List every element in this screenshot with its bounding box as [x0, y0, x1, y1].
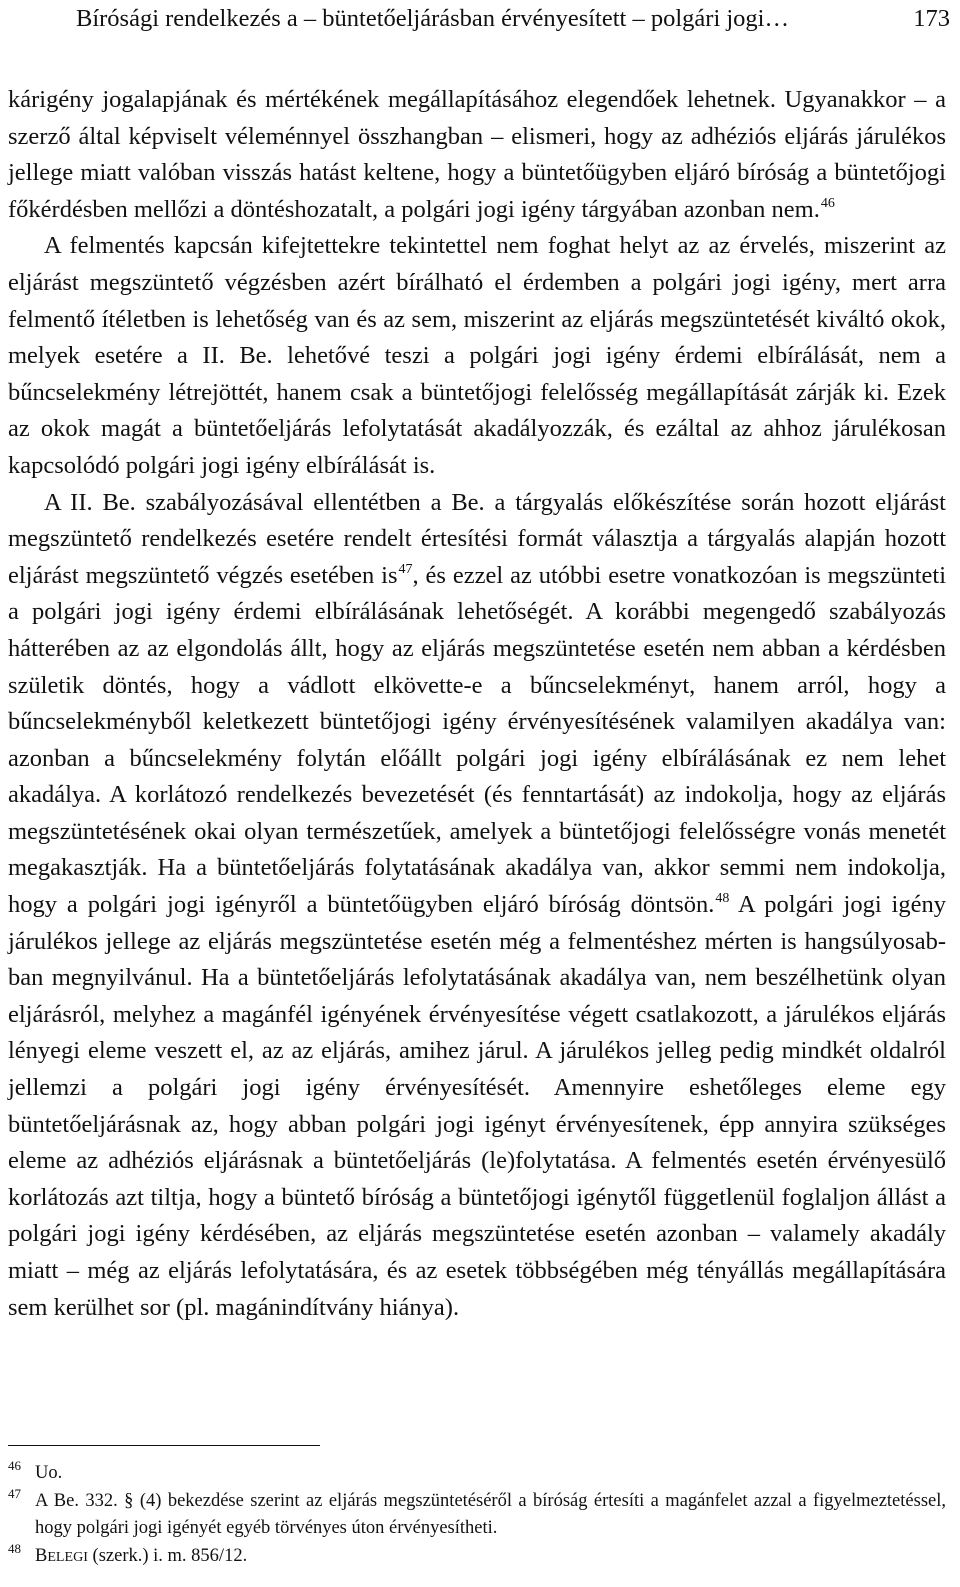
footnote-47 [8, 1485, 946, 1543]
paragraph-text: A polgári jogi igény járulékos jellege az eljárás megszüntetése esetén még a felmentéshez mérten is hangsúlyosabban megnyilvánul. Ha a büntetőeljárás lefolytatásának akadálya van, nem beszélhetünk olyan eljárásról, melyhez a magánfél igényének érvényesítése végett csatlakozott, a járulékos eljárás lényegi eleme veszett el, az az eljárás, amihez járul. A járulékos jelleg pedig mindkét oldalról jellemzi a polgári jogi igény érvényesítését. Amennyire eshetőleges eleme egy büntetőeljárásnak az, hogy abban polgári jogi igényt érvényesítenek, épp annyira szükséges eleme az adhéziós eljárásnak a büntetőeljárás (le)folytatása. A felmentés esetén érvényesülő korlátozás azt tiltja, hogy a büntető bíróság a büntetőjogi igénytől függetlenül foglaljon állást a polgári jogi igény kérdésében, az eljárás megszüntetése esetén azonban – valamely akadály miatt – még az eljárás lefolytatására, és az esetek többségében még tényállás megállapítására sem kerülhet sor (pl. magánindítvány hiánya). [8, 891, 946, 1321]
paragraph-1 [8, 82, 946, 228]
footnote-number: 47 [8, 1485, 21, 1501]
footnote-text: Uo. [35, 1463, 63, 1483]
page-number: 173 [913, 5, 950, 32]
footnote-reference: 47 [398, 561, 413, 577]
paragraph-3 [8, 485, 946, 1327]
paragraph-text: , és ezzel az utóbbi esetre vonatkozóan is megszünteti a polgári jogi igény érdemi elbírálásának lehetőségét. A korábbi megengedő szabályozás hátterében az az elgondolás állt, hogy az eljárás megszüntetése esetén nem abban a kérdésben születik döntés, hogy a vádlott elkövette-e a bűncselekményt, hanem arról, hogy a bűncselekményből keletkezett büntetőjogi igény érvényesítésének valamilyen akadálya van: azonban a bűncselekmény folytán előállt polgári jogi igény elbírálásának ez nem lehet akadálya. A korlátozó rendelkezés bevezetését (és fenntartását) az indokolja, hogy az eljárás megszüntetésének okai olyan természetűek, amelyek a büntetőjogi felelősségre vonás menetét megakasztják. Ha a büntetőeljárás folytatásának akadálya van, akkor semmi nem indokolja, hogy a polgári jogi igényről a büntetőügyben eljáró bíróság döntsön. [8, 561, 946, 919]
footnote-text: (szerk.) i. m. 856/12. [87, 1545, 248, 1566]
footnote-48 [8, 1540, 946, 1572]
footnote-reference: 46 [820, 195, 835, 211]
footnote-text: A Be. 332. § (4) bekezdése szerint az eljárás megszüntetéséről a bíróság értesíti a magánfelet azzal a figyelmeztetéssel, hogy polgári jogi igényét egyéb törvényes úton érvényesítheti. [35, 1490, 946, 1538]
running-header [76, 2, 952, 36]
body-text [8, 82, 946, 1326]
footnote-46 [8, 1460, 946, 1488]
paragraph-text: A II. Be. szabályozásával ellentétben a Be. a tárgyalás előkészítése során hozott eljárást megszüntető rendelkezés esetére rendelt értesítési formát választja a tárgyalás alapján hozott eljárást megszüntető végzés esetében is [8, 488, 946, 589]
footnotes [8, 1460, 946, 1571]
footnote-number: 46 [8, 1458, 21, 1473]
paragraph-text: kárigény jogalapjának és mértékének megállapításához elegendőek lehetnek. Ugyanakkor – a szerző által képviselt véleménnyel összhangban – elismeri, hogy az adhéziós eljárás járulékos jellege miatt valóban visszás hatást keltene, hogy a büntetőügyben eljáró bíróság a büntetőjogi főkérdésben mellőzi a döntéshozatalt, a polgári jogi igény tárgyában azonban nem. [8, 86, 946, 223]
paragraph-2 [8, 228, 946, 484]
footnote-divider [8, 1445, 320, 1446]
running-title: Bírósági rendelkezés a – büntetőeljárásban érvényesített – polgári jogi… [76, 5, 789, 32]
paragraph-text: A felmentés kapcsán kifejtettekre tekintettel nem foghat helyt az az érvelés, miszerint az eljárást megszüntető végzésben azért bírálható el érdemben a polgári jogi igény, mert arra felmentő ítéletben is lehetőség van és az sem, miszerint az eljárás megszüntetését kiváltó okok, melyek esetére a II. Be. lehetővé teszi a polgári jogi igény érdemi elbírálását, nem a bűncselekmény létrejöttét, hanem csak a büntetőjogi felelősség megállapítását zárják ki. Ezek az okok magát a büntetőeljárás lefolytatását akadályozzák, és ezáltal az ahhoz járulékosan kapcsolódó polgári jogi igény elbírálását is. [8, 232, 946, 479]
footnote-author-rest: ELEGI [47, 1548, 88, 1565]
footnote-reference: 48 [715, 890, 730, 906]
footnote-author-initial: B [35, 1545, 48, 1566]
footnote-number: 48 [8, 1540, 21, 1556]
